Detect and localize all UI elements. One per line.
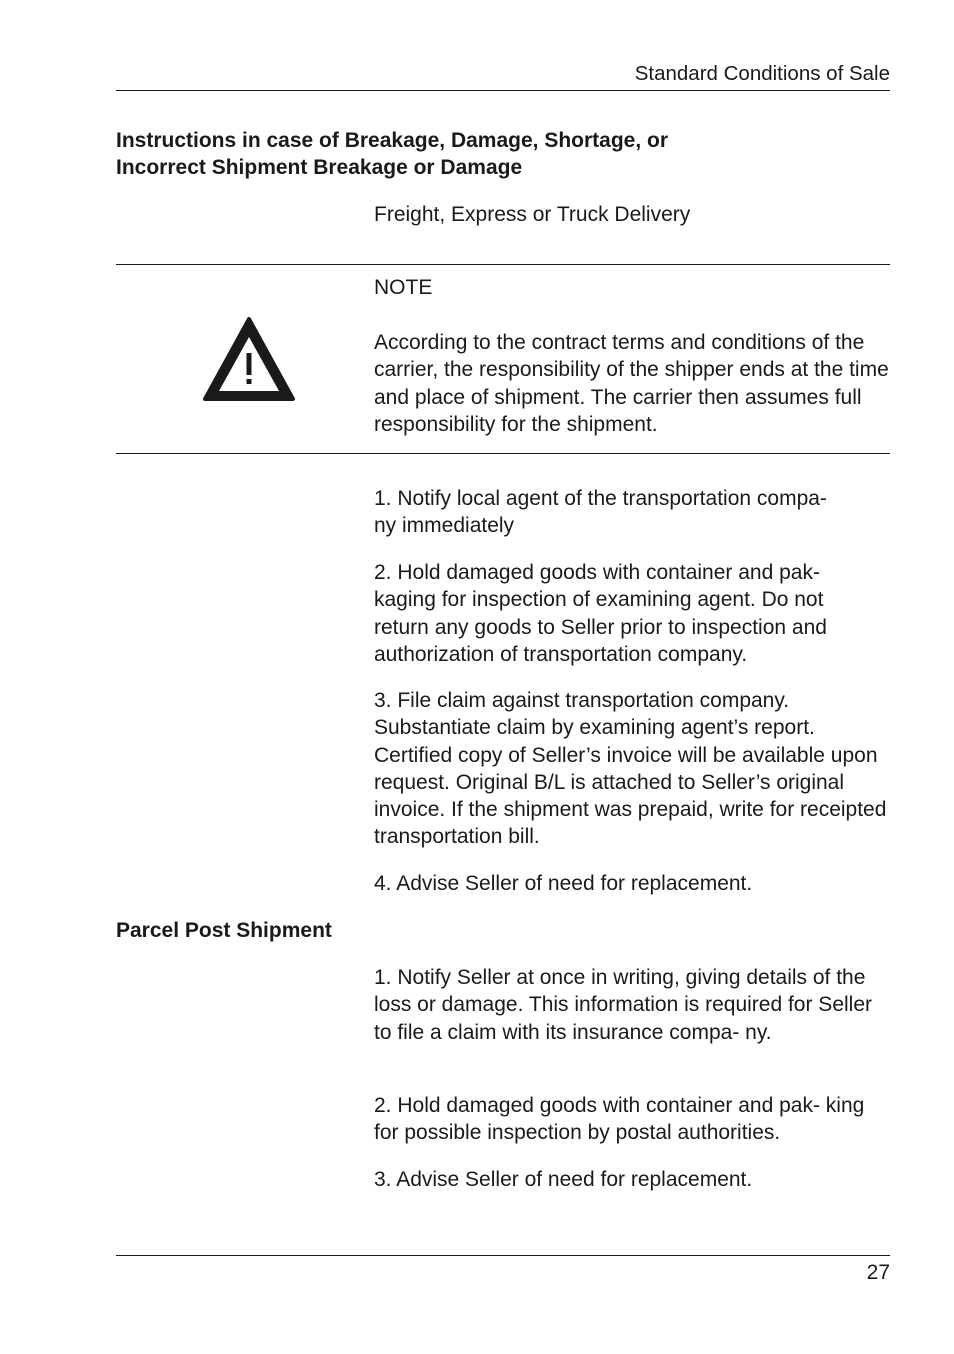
freight-step-4	[374, 870, 894, 897]
parcel-heading: Parcel Post Shipment	[116, 919, 332, 942]
parcel-step-1	[374, 964, 890, 1046]
page-number: 27	[866, 1261, 890, 1284]
parcel-step-3	[374, 1166, 894, 1193]
note-paragraph: According to the contract terms and conditions of the carrier, the responsibility of the shipper ends at the time and place of shipment. The carrier then assumes full responsibility for the shipment.	[374, 331, 889, 436]
freight-step-2-text: 2. Hold damaged goods with container and pak- kaging for inspection of examining agent. Do not return any goods to Seller prior to inspection and authorization of transportation company.	[374, 561, 827, 666]
note-text	[374, 329, 894, 438]
parcel-step-1-text: 1. Notify Seller at once in writing, giving details of the loss or damage. This information is required for Seller to file a claim with its insurance compa- ny.	[374, 966, 873, 1044]
freight-step-4-text: 4. Advise Seller of need for replacement.	[374, 872, 753, 895]
section-heading-line-2: Incorrect Shipment Breakage or Damage	[116, 156, 523, 179]
freight-step-1	[374, 485, 894, 540]
note-label: NOTE	[374, 276, 433, 299]
parcel-step-2-text: 2. Hold damaged goods with container and pak- king for possible inspection by postal authorities.	[374, 1094, 865, 1145]
freight-step-3	[374, 687, 894, 851]
running-header: Standard Conditions of Sale	[634, 62, 890, 85]
header-rule	[116, 90, 890, 91]
section-heading	[116, 127, 668, 181]
section-heading-line-1: Instructions in case of Breakage, Damage, Shortage, or	[116, 129, 668, 152]
footer-rule	[116, 1255, 890, 1256]
parcel-step-3-text: 3. Advise Seller of need for replacement.	[374, 1168, 753, 1191]
freight-step-1-line-2: ny immediately	[374, 514, 515, 538]
parcel-step-2	[374, 1092, 879, 1147]
note-bottom-rule	[116, 453, 890, 454]
freight-step-2	[374, 559, 879, 668]
freight-step-1-line-1: 1. Notify local agent of the transportation compa-	[374, 487, 827, 510]
note-top-rule	[116, 264, 890, 265]
freight-subheading: Freight, Express or Truck Delivery	[374, 203, 691, 226]
freight-step-3-text: 3. File claim against transportation company. Substantiate claim by examining agent’s report. Certified copy of Seller’s invoice will be available upon request. Original B/L is attached to Seller’s original invoice. If the shipment was prepaid, write for receipted transportation bill.	[374, 689, 887, 849]
warning-triangle-icon	[201, 315, 297, 403]
